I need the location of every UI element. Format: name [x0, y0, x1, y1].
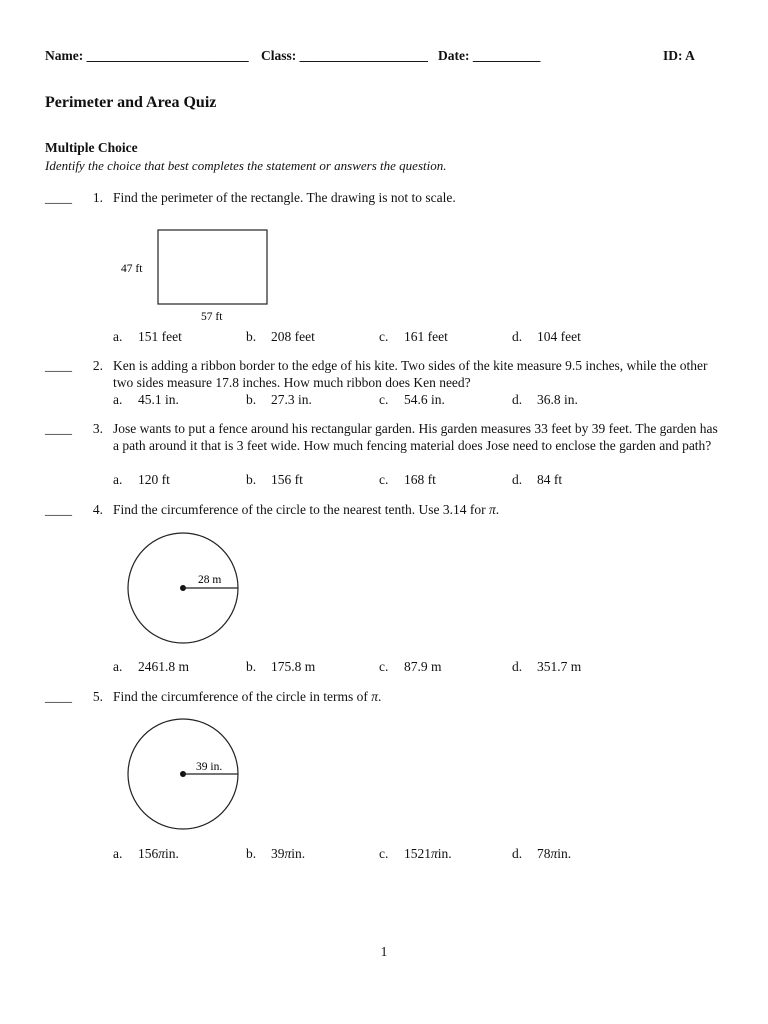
option-b-letter: b. — [246, 392, 257, 407]
option-a-letter: a. — [113, 472, 123, 487]
answer-blank[interactable]: ____ — [45, 689, 72, 704]
rectangle-figure — [113, 220, 313, 328]
option-b-text[interactable]: 156 ft — [271, 472, 303, 487]
option-b-letter: b. — [246, 846, 257, 861]
option-c-letter: c. — [379, 846, 389, 861]
option-b-text[interactable] — [271, 846, 305, 862]
pi-symbol: π — [158, 846, 166, 861]
circle-figure — [113, 710, 263, 840]
option-b-text[interactable]: 208 feet — [271, 329, 315, 344]
question-number: 2. — [92, 358, 103, 373]
option-b-letter: b. — [246, 472, 257, 487]
option-a-text[interactable]: 151 feet — [138, 329, 182, 344]
option-c-text[interactable]: 87.9 m — [404, 659, 442, 674]
option-unit: in. — [557, 846, 572, 861]
option-unit: in. — [437, 846, 452, 861]
question-text-part: Find the circumference of the circle in terms of — [113, 689, 372, 704]
question-text — [113, 689, 723, 706]
option-a-text[interactable]: 2461.8 m — [138, 659, 190, 674]
class-label: Class: — [261, 48, 297, 63]
option-unit: in. — [165, 846, 179, 861]
option-b-text[interactable]: 175.8 m — [271, 659, 316, 674]
name-label: Name: — [45, 48, 84, 63]
id-label: ID: A — [663, 48, 695, 63]
option-d-text[interactable]: 84 ft — [537, 472, 563, 487]
section-instructions: Identify the choice that best completes the statement or answers the question. — [45, 158, 447, 173]
date-blank[interactable]: __________ — [472, 48, 541, 63]
name-blank[interactable]: ________________________ — [86, 48, 249, 63]
question-number: 4. — [92, 502, 103, 517]
option-c-letter: c. — [379, 659, 389, 674]
option-a-letter: a. — [113, 846, 123, 861]
answer-blank[interactable]: ____ — [45, 502, 72, 517]
question-number: 3. — [92, 421, 103, 436]
rectangle-shape — [158, 230, 267, 304]
answer-blank[interactable]: ____ — [45, 190, 72, 205]
name-field — [45, 48, 249, 64]
question-text: Ken is adding a ribbon border to the edge of his kite. Two sides of the kite measure 9.5 inches, while the other two sides measure 17.8 inches. How much ribbon does Ken need? — [113, 358, 708, 390]
option-c-text[interactable]: 168 ft — [404, 472, 436, 487]
pi-symbol: π — [488, 502, 496, 517]
quiz-title: Perimeter and Area Quiz — [45, 94, 217, 111]
option-coefficient: 39 — [271, 846, 285, 861]
section-heading: Multiple Choice — [45, 140, 138, 155]
question-text — [113, 502, 723, 519]
option-a-letter: a. — [113, 659, 123, 674]
option-a-text[interactable]: 120 ft — [138, 472, 170, 487]
option-d-letter: d. — [512, 329, 523, 344]
radius-label: 28 m — [198, 574, 222, 586]
pi-symbol: π — [371, 689, 379, 704]
option-d-text[interactable]: 104 feet — [537, 329, 581, 344]
pi-symbol: π — [431, 846, 438, 861]
option-d-letter: d. — [512, 846, 523, 861]
option-c-text[interactable] — [404, 846, 452, 862]
option-d-letter: d. — [512, 472, 523, 487]
option-c-letter: c. — [379, 392, 389, 407]
rectangle-side-label: 47 ft — [121, 263, 143, 275]
option-c-letter: c. — [379, 472, 389, 487]
option-d-text[interactable]: 351.7 m — [537, 659, 582, 674]
question-text-end: . — [378, 689, 382, 704]
option-a-letter: a. — [113, 392, 123, 407]
option-c-letter: c. — [379, 329, 389, 344]
pi-symbol: π — [550, 846, 558, 861]
radius-label: 39 in. — [196, 761, 223, 773]
question-text-end: . — [495, 502, 500, 517]
option-coefficient: 156 — [138, 846, 159, 861]
question-number: 5. — [92, 689, 103, 704]
date-field — [438, 48, 540, 64]
option-coefficient: 78 — [537, 846, 551, 861]
class-blank[interactable]: ___________________ — [299, 48, 428, 63]
class-field — [261, 48, 428, 64]
page-number: 1 — [380, 944, 388, 959]
question-number: 1. — [92, 190, 103, 205]
question-text: Find the perimeter of the rectangle. The drawing is not to scale. — [113, 190, 456, 205]
option-b-letter: b. — [246, 329, 257, 344]
option-a-text[interactable]: 45.1 in. — [138, 392, 179, 407]
rectangle-bottom-label: 57 ft — [201, 311, 223, 323]
option-coefficient: 1521 — [404, 846, 431, 861]
answer-blank[interactable]: ____ — [45, 358, 72, 373]
option-a-text[interactable] — [138, 846, 179, 862]
option-c-text[interactable]: 54.6 in. — [404, 392, 445, 407]
circle-figure — [113, 522, 263, 652]
option-unit: in. — [291, 846, 306, 861]
pi-symbol: π — [284, 846, 292, 861]
question-text: Jose wants to put a fence around his rectangular garden. His garden measures 33 feet by 39 feet. The garden has a path around it that is 3 feet wide. How much fencing material does Jose need to enclose the garden and path? — [113, 421, 718, 453]
option-b-letter: b. — [246, 659, 257, 674]
option-a-letter: a. — [113, 329, 123, 344]
question-text-part: Find the circumference of the circle to the nearest tenth. Use 3.14 for — [113, 502, 489, 517]
option-d-letter: d. — [512, 659, 523, 674]
date-label: Date: — [438, 48, 470, 63]
option-d-text[interactable] — [537, 846, 571, 862]
option-b-text[interactable]: 27.3 in. — [271, 392, 312, 407]
option-d-text[interactable]: 36.8 in. — [537, 392, 578, 407]
option-d-letter: d. — [512, 392, 523, 407]
option-c-text[interactable]: 161 feet — [404, 329, 448, 344]
answer-blank[interactable]: ____ — [45, 421, 72, 436]
